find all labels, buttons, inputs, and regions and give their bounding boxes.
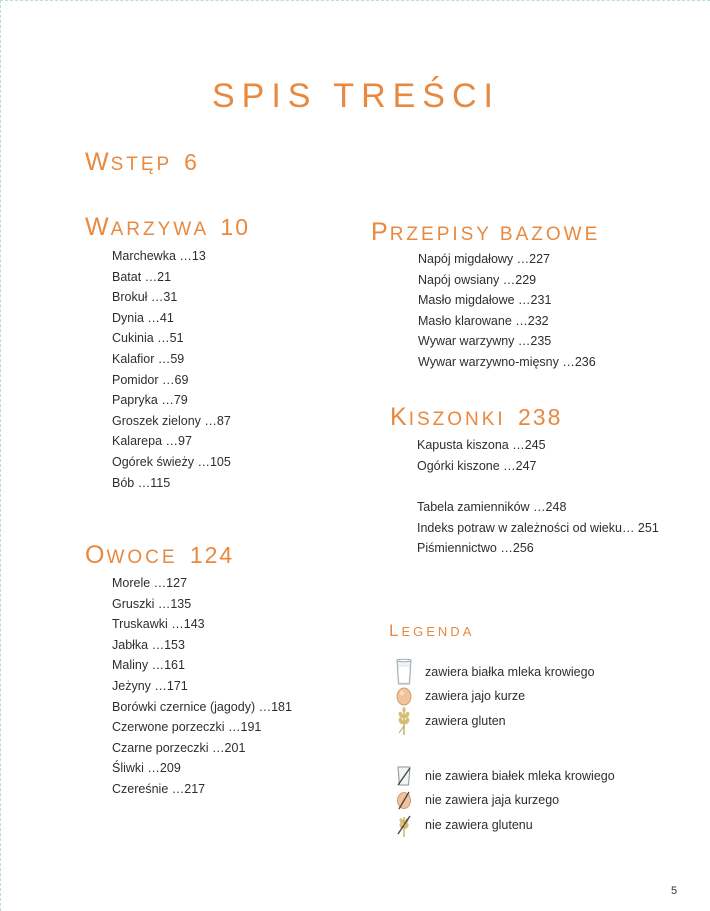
legend-text: nie zawiera białek mleka krowiego <box>425 769 615 783</box>
list-item: Wywar warzywno-mięsny …236 <box>418 354 596 369</box>
list-item: Piśmiennictwo …256 <box>417 541 534 556</box>
section-heading-owoce <box>85 541 234 570</box>
legend-item-gluten <box>393 709 506 733</box>
list-item: Brokuł …31 <box>112 290 178 305</box>
legend-item-milk <box>393 660 595 684</box>
list-item: Cukinia …51 <box>112 331 184 346</box>
list-item: Papryka …79 <box>112 393 188 408</box>
list-item: Indeks potraw w zależności od wieku… 251 <box>417 520 659 535</box>
list-item: Dynia …41 <box>112 310 174 325</box>
list-item: Kalafior …59 <box>112 351 185 366</box>
section-heading-warzywa <box>85 213 250 242</box>
list-item: Jabłka …153 <box>112 637 185 652</box>
wheat-icon <box>393 708 415 734</box>
list-item: Napój owsiany …229 <box>418 272 537 287</box>
list-item: Kapusta kiszona …245 <box>417 438 546 452</box>
legend-text: zawiera białka mleka krowiego <box>425 665 595 679</box>
heading-page-number: 6 <box>184 149 199 175</box>
section-heading-przepisy <box>371 218 600 247</box>
list-item: Pomidor …69 <box>112 372 189 387</box>
list-item: Jeżyny …171 <box>112 678 188 693</box>
przepisy-list <box>418 249 596 373</box>
list-item: Ogórki kiszone …247 <box>417 458 537 473</box>
legend-text: zawiera jajo kurze <box>425 689 526 703</box>
list-item: Batat …21 <box>112 269 172 284</box>
list-item: Ogórek świeży …105 <box>112 454 231 469</box>
list-item: Maliny …161 <box>112 658 185 673</box>
heading-initial: P <box>371 218 390 246</box>
legend-text: nie zawiera glutenu <box>425 818 533 832</box>
heading-initial: K <box>390 403 409 431</box>
page-number: 5 <box>671 885 678 897</box>
section-heading-kiszonki <box>390 403 562 432</box>
list-item: Śliwki …209 <box>112 761 181 776</box>
list-item: Morele …127 <box>112 576 188 590</box>
list-item: Gruszki …135 <box>112 596 192 611</box>
heading-rest: ISZONKI <box>408 409 506 430</box>
heading-initial: O <box>85 541 107 569</box>
list-item: Napój migdałowy …227 <box>418 252 551 266</box>
no-milk-icon <box>393 763 415 789</box>
owoce-list <box>112 573 292 800</box>
heading-page-number: 124 <box>189 542 235 568</box>
legend-item-no-milk <box>393 764 615 788</box>
no-gluten-icon <box>393 812 415 838</box>
list-item: Czereśnie …217 <box>112 781 206 796</box>
list-item: Masło migdałowe …231 <box>418 293 552 308</box>
list-item: Czerwone porzeczki …191 <box>112 720 262 735</box>
no-egg-icon <box>393 787 415 813</box>
heading-rest: ARZYWA <box>110 219 209 240</box>
heading-initial: W <box>85 148 111 176</box>
legend-heading <box>389 621 474 641</box>
heading-rest: WOCE <box>106 547 178 568</box>
legend-item-no-egg <box>393 788 559 812</box>
legend-item-no-gluten <box>393 813 533 837</box>
heading-rest: RZEPISY BAZOWE <box>389 224 601 245</box>
list-item: Wywar warzywny …235 <box>418 334 552 349</box>
milk-glass-icon <box>393 659 415 685</box>
heading-initial: W <box>85 213 111 241</box>
list-item: Masło klarowane …232 <box>418 313 549 328</box>
list-item: Truskawki …143 <box>112 617 205 632</box>
heading-rest: STĘP <box>110 154 172 175</box>
list-item: Kalarepa …97 <box>112 434 192 449</box>
heading-rest: EGENDA <box>401 624 475 639</box>
heading-initial: L <box>389 621 402 640</box>
page-title: SPIS TREŚCI <box>212 77 500 115</box>
list-item: Czarne porzeczki …201 <box>112 740 246 755</box>
legend-text: nie zawiera jaja kurzego <box>425 793 560 807</box>
heading-page-number: 10 <box>220 214 251 240</box>
list-item: Bób …115 <box>112 475 171 490</box>
extra-list <box>417 497 659 559</box>
list-item: Borówki czernice (jagody) …181 <box>112 699 292 714</box>
list-item: Tabela zamienników …248 <box>417 500 567 514</box>
list-item: Groszek zielony …87 <box>112 413 231 428</box>
legend-text: zawiera gluten <box>425 714 506 728</box>
section-heading-wstep <box>85 148 199 177</box>
list-item: Marchewka …13 <box>112 249 206 263</box>
kiszonki-list <box>417 435 546 476</box>
heading-page-number: 238 <box>517 404 563 430</box>
warzywa-list <box>112 246 231 493</box>
legend-item-egg <box>393 684 525 708</box>
